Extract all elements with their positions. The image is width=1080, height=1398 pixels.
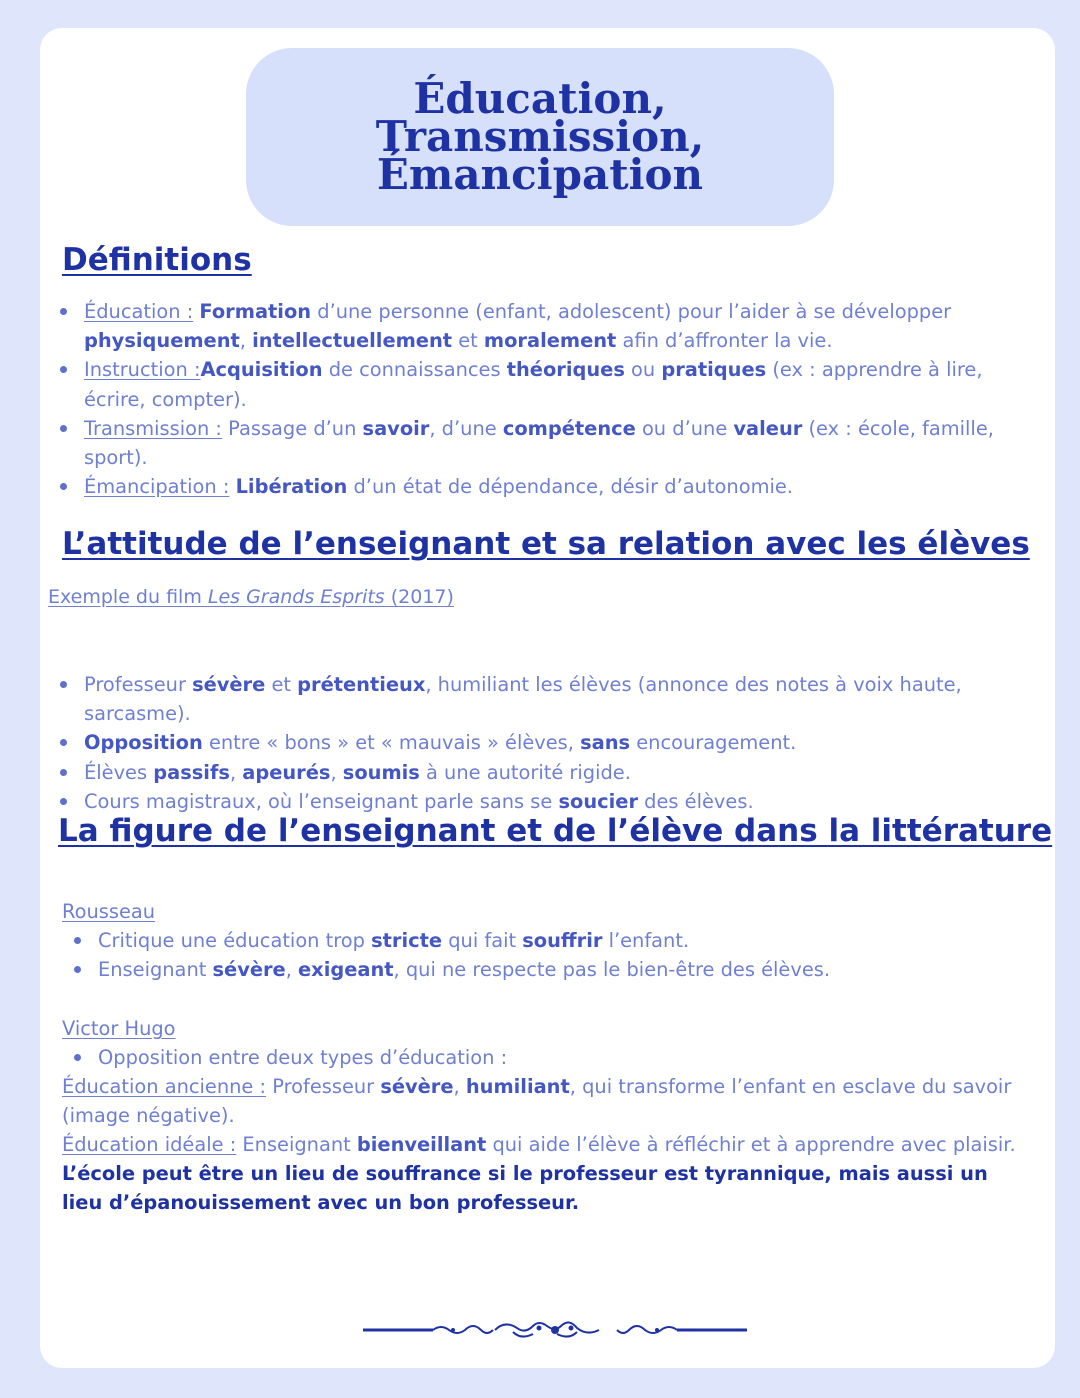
text: , humiliant les élèves (annonce des notes à voix haute, sarcasme).	[84, 673, 962, 726]
bold-keyword: humiliant	[465, 1075, 570, 1098]
attitude-item	[84, 670, 1004, 728]
bold-keyword: sévère	[380, 1075, 454, 1098]
definitions-heading: Définitions	[62, 242, 252, 278]
title-line-3: Émancipation	[376, 150, 704, 199]
education-term: Éducation idéale :	[62, 1133, 237, 1157]
text: ou	[624, 358, 662, 382]
film-example	[48, 583, 454, 612]
title-banner	[246, 48, 834, 226]
bold-keyword: physiquement	[84, 329, 240, 353]
bold-keyword: stricte	[371, 929, 443, 952]
hugo-education-types	[62, 1072, 1022, 1160]
film-title: Les Grands Esprits	[207, 586, 385, 608]
text: d’une personne (enfant, adolescent) pour l’aider à se développer	[311, 300, 952, 323]
bold-keyword: Libération	[235, 475, 348, 499]
bold-keyword: souffrir	[522, 929, 603, 952]
bold-keyword: moralement	[483, 329, 617, 353]
text: et	[265, 673, 298, 696]
bold-keyword: Formation	[199, 300, 312, 323]
hugo-list	[98, 1043, 998, 1072]
text: Enseignant	[236, 1133, 357, 1157]
definition-term: Éducation :	[84, 300, 194, 323]
definition-instruction	[84, 355, 1004, 413]
author-victor-hugo: Victor Hugo	[62, 1017, 176, 1040]
page-title	[375, 74, 705, 199]
bold-keyword: intellectuellement	[252, 329, 453, 353]
conclusion: L’école peut être un lieu de souffrance si le professeur est tyrannique, mais aussi un lieu d’épanouissement avec un bon professeur.	[62, 1162, 988, 1215]
ornament-divider-icon	[363, 1318, 747, 1342]
text: qui aide l’élève à réfléchir et à apprendre avec plaisir.	[486, 1133, 1016, 1157]
bold-keyword: apeurés	[242, 760, 331, 784]
attitude-item	[84, 758, 1004, 787]
attitude-list	[84, 670, 1004, 816]
text: Critique une éducation trop	[98, 929, 372, 952]
film-prefix: Exemple du film	[48, 586, 208, 608]
definitions-list	[84, 297, 1004, 501]
bold-keyword: Acquisition	[200, 358, 323, 382]
text: , qui ne respecte pas le bien-être des élèves.	[393, 958, 831, 982]
text: d’un état de dépendance, désir d’autonomie.	[347, 475, 793, 499]
text: Cours magistraux, où l’enseignant parle sans se	[84, 789, 559, 813]
text: entre « bons » et « mauvais » élèves,	[202, 731, 581, 755]
bold-keyword: Opposition	[84, 731, 203, 755]
hugo-item: Opposition entre deux types d’éducation :	[98, 1043, 998, 1072]
bold-keyword: compétence	[502, 416, 636, 440]
bold-keyword: sévère	[192, 673, 266, 696]
text: ou d’une	[635, 416, 734, 440]
text: afin d’affronter la vie.	[616, 329, 833, 353]
text: l’enfant.	[602, 929, 690, 952]
definition-transmission	[84, 414, 1004, 472]
text: Professeur	[84, 673, 193, 696]
bold-keyword: sans	[580, 731, 631, 755]
text: (ex : école, famille, sport).	[84, 416, 994, 470]
rousseau-item	[98, 926, 998, 955]
bold-keyword: pratiques	[661, 358, 767, 382]
education-ideale	[62, 1130, 1022, 1159]
definition-term: Instruction :	[84, 358, 201, 382]
bold-keyword: soucier	[558, 789, 639, 813]
text: ,	[285, 958, 299, 982]
text: des élèves.	[638, 789, 754, 813]
text: Passage d’un	[221, 416, 363, 440]
text: et	[452, 329, 484, 353]
attitude-item	[84, 728, 1004, 757]
text: qui fait	[442, 929, 523, 952]
bold-keyword: passifs	[153, 760, 230, 784]
rousseau-item	[98, 955, 998, 984]
bold-keyword: prétentieux	[297, 673, 426, 696]
definition-term: Émancipation :	[84, 475, 230, 499]
education-ancienne	[62, 1072, 1022, 1130]
bold-keyword: bienveillant	[356, 1133, 487, 1157]
bold-keyword: valeur	[733, 416, 803, 440]
film-year: (2017)	[384, 586, 454, 608]
attitude-item	[84, 787, 1004, 816]
bold-keyword: exigeant	[298, 958, 394, 982]
definition-education	[84, 297, 1004, 355]
education-term: Éducation ancienne :	[62, 1075, 267, 1098]
page-card	[40, 28, 1055, 1368]
definition-emancipation	[84, 472, 1004, 501]
author-rousseau: Rousseau	[62, 900, 156, 923]
text: Enseignant	[98, 958, 213, 982]
text: à une autorité rigide.	[419, 760, 631, 784]
attitude-heading: L’attitude de l’enseignant et sa relation avec les élèves	[62, 526, 1030, 562]
text: , d’une	[429, 416, 503, 440]
text: ,	[229, 760, 243, 784]
bold-keyword: théoriques	[506, 358, 625, 382]
text: ,	[239, 329, 253, 353]
text: de connaissances	[322, 358, 507, 382]
text: encouragement.	[630, 731, 797, 755]
text: ,	[453, 1075, 466, 1098]
text: , qui transforme l’enfant en esclave du savoir (image négative).	[62, 1075, 1012, 1128]
text: ,	[330, 760, 343, 784]
text: Élèves	[84, 760, 154, 784]
title-line-1: Éducation,	[413, 74, 667, 123]
literature-heading: La figure de l’enseignant et de l’élève dans la littérature	[58, 813, 1053, 849]
title-line-2: Transmission,	[375, 112, 705, 161]
text: Professeur	[266, 1075, 381, 1098]
bold-keyword: savoir	[362, 416, 430, 440]
definition-term: Transmission :	[84, 416, 222, 440]
bold-keyword: sévère	[212, 958, 286, 982]
bold-keyword: soumis	[342, 760, 420, 784]
text: (ex : apprendre à lire, écrire, compter).	[84, 358, 983, 411]
rousseau-list	[98, 926, 998, 984]
